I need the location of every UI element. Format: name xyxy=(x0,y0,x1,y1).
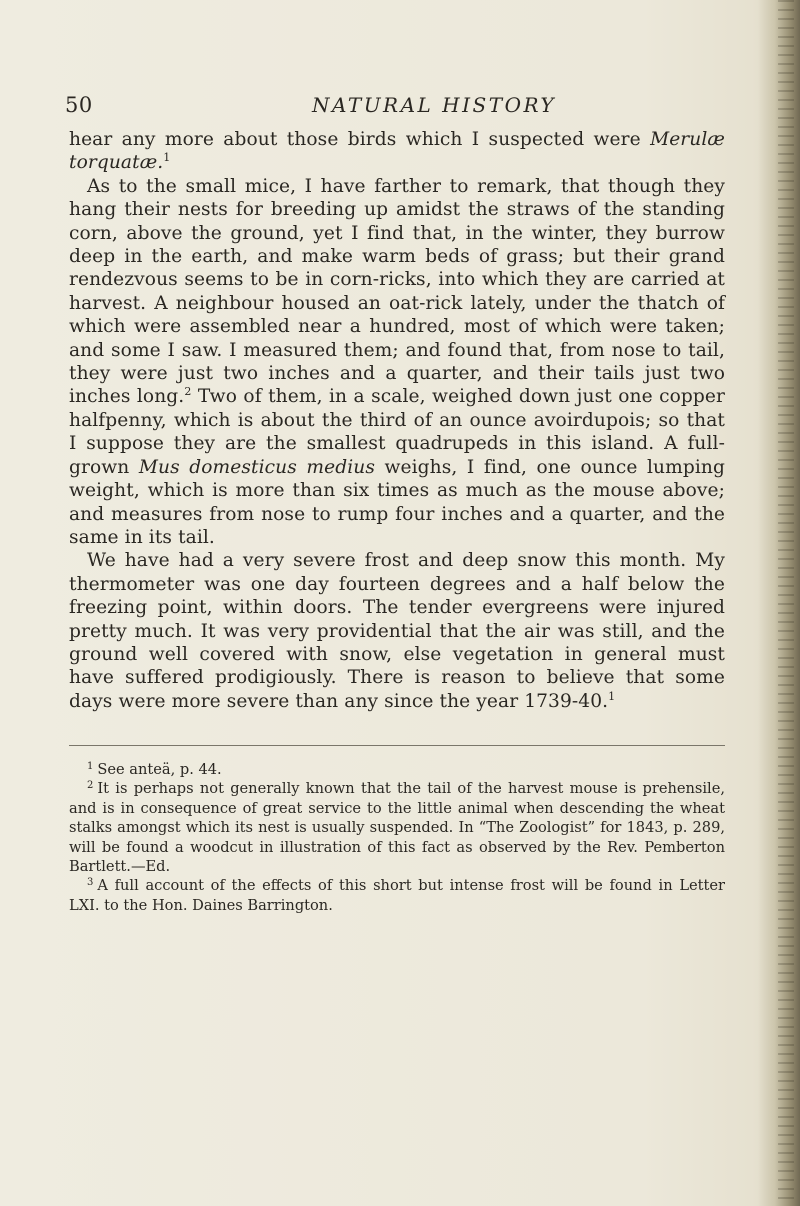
footnote-text: A full account of the effects of this short but intense frost will be found in Letter LXI. to the Hon. Daines Barrington. xyxy=(69,877,725,914)
footnotes xyxy=(69,760,725,915)
footnote-divider xyxy=(69,745,725,746)
paragraph-2-text-a: As to the small mice, I have farther to remark, that though they hang their nests for breeding up amidst the straws of the standing corn, above the ground, yet I find that, in the winter, they burrow deep in the earth, and make warm beds of grass; but their grand rendezvous seems to be in corn-ricks, into which they are carried at harvest. A neighbour housed an oat-rick lately, under the thatch of which were assembled near a hundred, most of which were taken; and some I saw. I measured them; and found that, from nose to tail, they were just two inches and a quarter, and their tails just two inches long. xyxy=(69,175,725,408)
paragraph-3 xyxy=(69,549,725,713)
footnote-mark: 2 xyxy=(87,780,94,792)
paragraph-2-text-b: Two of them, in a scale, weighed down just one copper halfpenny, which is about the third of an ounce avoirdupois; so that I suppose they are the smallest quadrupeds in this island. A full-grown xyxy=(69,386,725,478)
paragraph-2 xyxy=(69,175,725,550)
paragraph-2-text-c: weighs, I find, one ounce lumping weight, which is more than six times as much as the mouse above; and measures from nose to rump four inches and a quarter, and the same in its tail. xyxy=(69,456,725,548)
footnote-ref-1: 1 xyxy=(163,151,171,165)
page-header xyxy=(0,93,760,123)
main-text xyxy=(69,128,725,713)
footnote-mark: 3 xyxy=(87,877,94,889)
footnote-mark: 1 xyxy=(87,761,94,772)
footnote-ref-2: 2 xyxy=(184,385,192,399)
page-edge-texture xyxy=(778,0,794,1206)
running-head: NATURAL HISTORY xyxy=(312,93,557,117)
paragraph-3-text: We have had a very severe frost and deep snow this month. My thermometer was one day fourteen degrees and a half below the freezing point, within doors. The tender evergreens were injured pretty much. It was very providential that the air was still, and the ground well covered with snow, else vegetation in general must have suffered prodigiously. There is reason to believe that some days were more severe than any since the year 1739-40. xyxy=(69,550,725,712)
paragraph-1-text: hear any more about those birds which I suspected were xyxy=(69,129,651,150)
footnote-ref-3: 1 xyxy=(608,689,616,703)
page-number: 50 xyxy=(65,93,93,117)
footnote-3 xyxy=(69,876,725,915)
paragraph-1 xyxy=(69,128,725,175)
footnote-text: It is perhaps not generally known that the tail of the harvest mouse is prehensile, and is in consequence of great service to the little animal when descending the wheat stalks amongst which its nest is usually suspended. In “The Zoologist” for 1843, p. 289, will be found a woodcut in illustration of this fact as observed by the Rev. Pemberton Bartlett.—Ed. xyxy=(69,780,725,876)
species-name-mus: Mus domesticus medius xyxy=(138,456,375,478)
footnote-text: See anteä, p. 44. xyxy=(97,761,222,778)
footnote-2 xyxy=(69,779,725,876)
species-name: Merulæ torquatæ. xyxy=(69,129,725,174)
footnote-1 xyxy=(69,760,725,779)
